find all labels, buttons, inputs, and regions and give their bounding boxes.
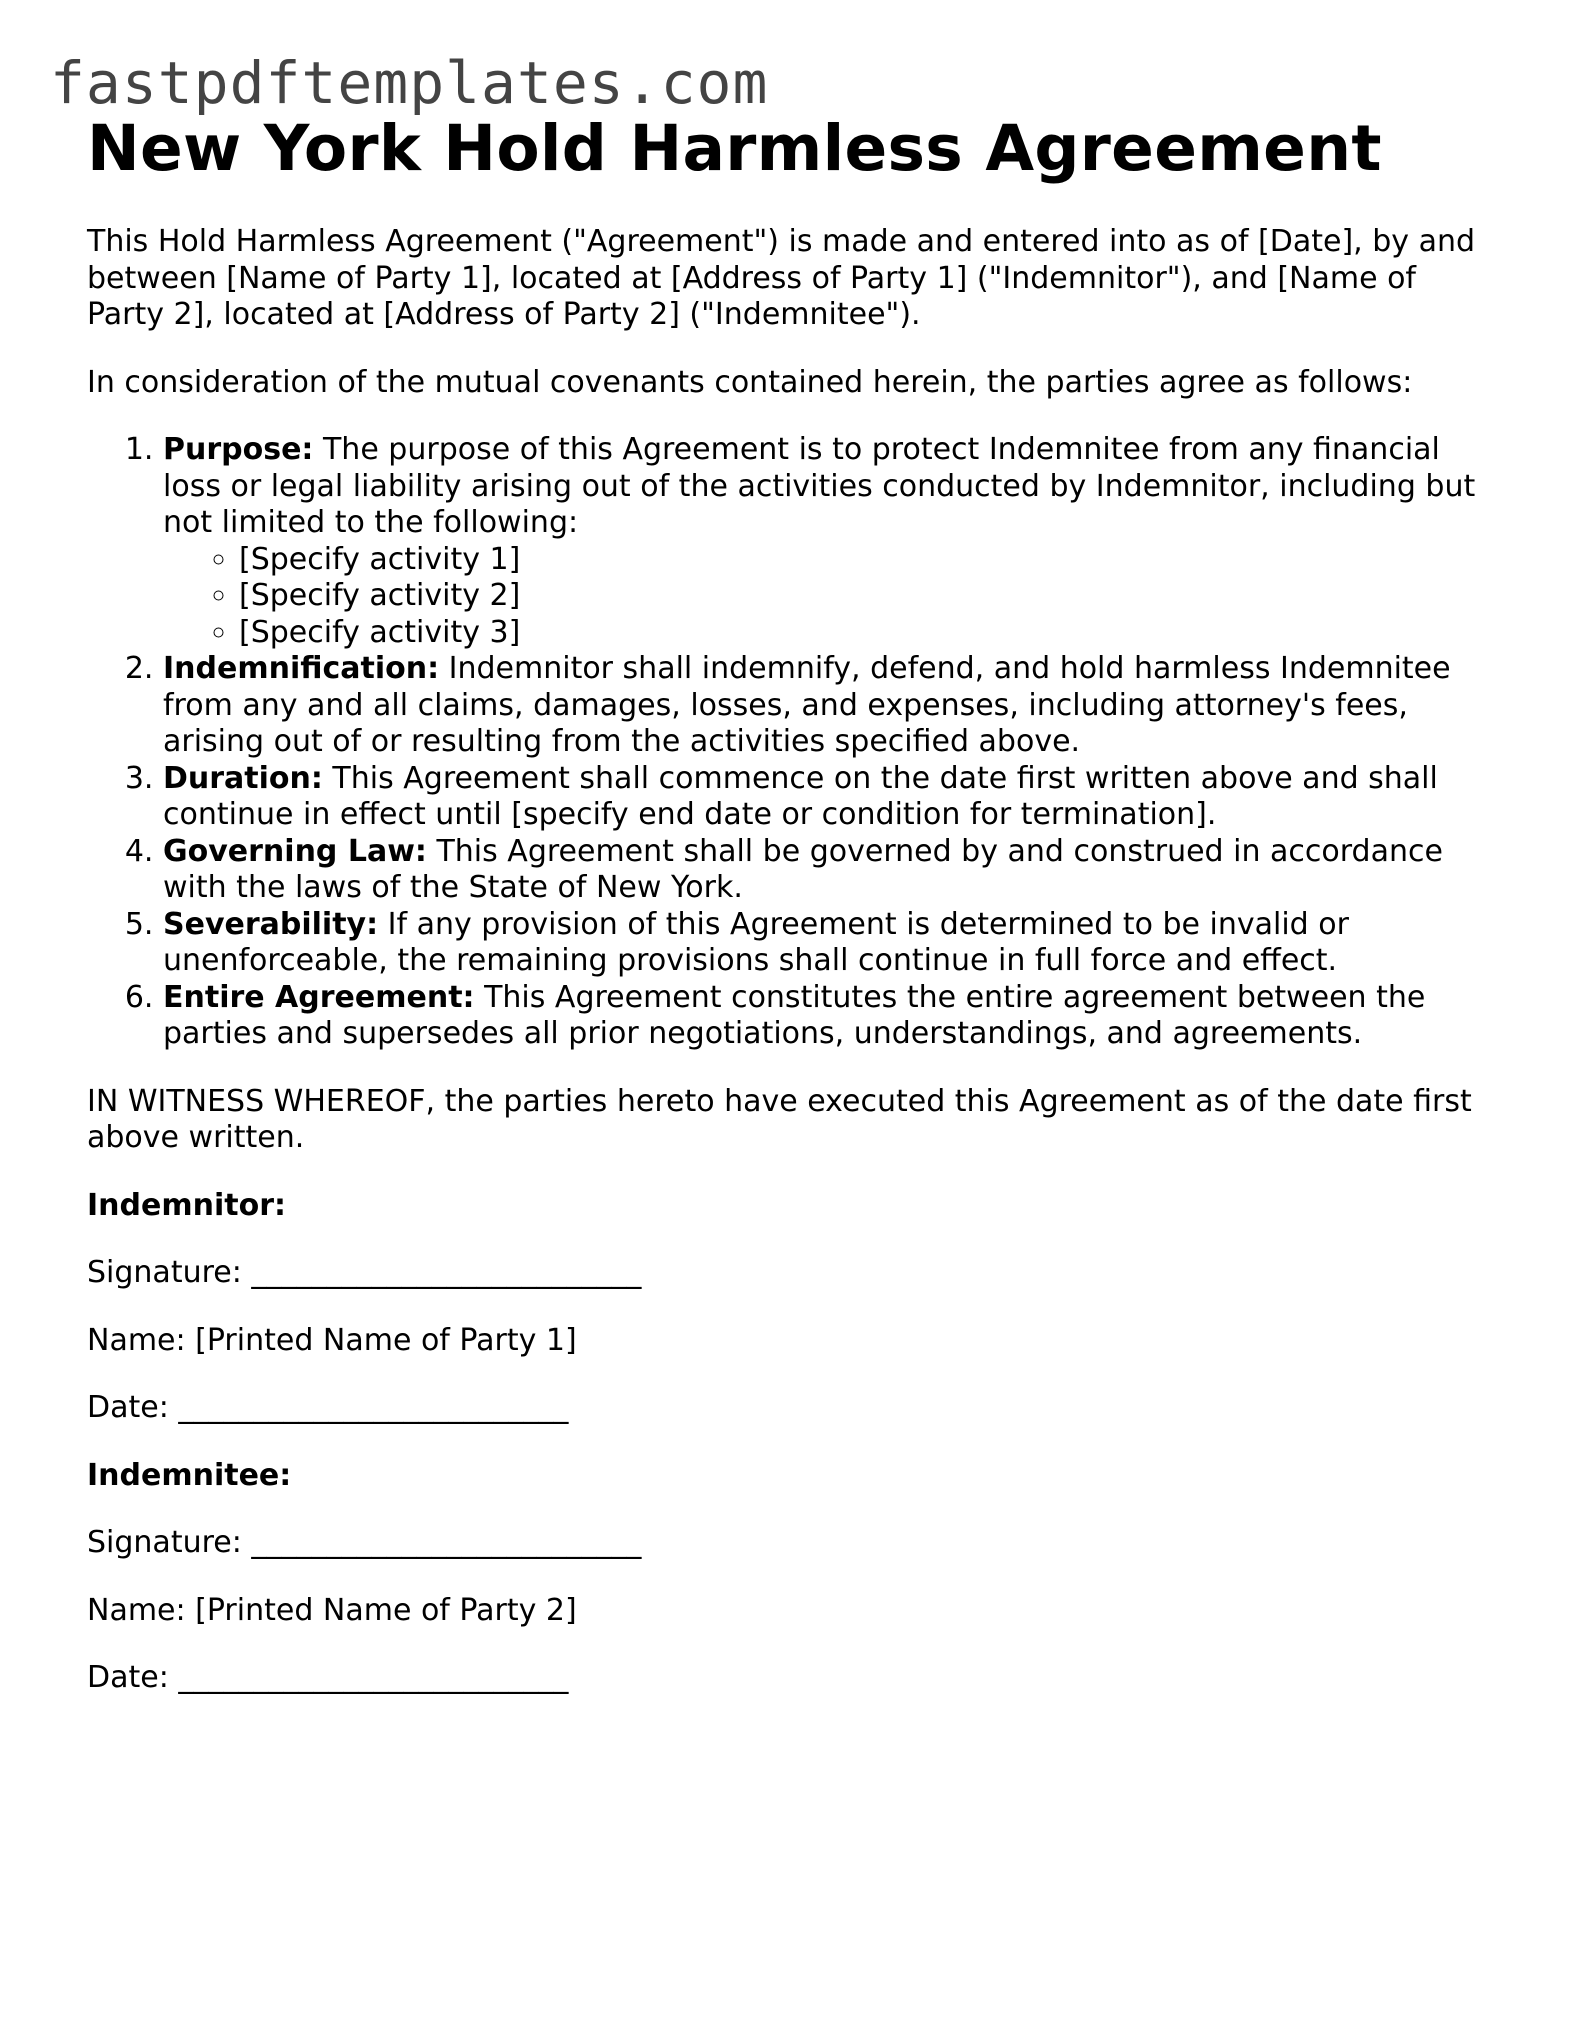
term-text: If any provision of this Agreement is determined to be invalid or unenforceable, the remaining provisions shall continue in full force and effect. <box>163 906 1349 978</box>
term-purpose <box>163 432 1487 651</box>
term-governing-law <box>163 834 1487 907</box>
term-text: This Agreement shall be governed by and construed in accordance with the laws of the State of New York. <box>163 833 1443 905</box>
activity-item: ◦ [Specify activity 1] <box>239 542 1487 579</box>
activities-list <box>163 542 1487 652</box>
indemnitee-date-line: Date: __________________________ <box>87 1660 569 1695</box>
indemnitor-signature-line: Signature: __________________________ <box>87 1255 642 1290</box>
term-heading: Severability: <box>163 906 379 942</box>
document-title: New York Hold Harmless Agreement <box>87 112 1382 185</box>
term-heading: Entire Agreement: <box>163 979 475 1015</box>
indemnitee-heading: Indemnitee: <box>87 1457 292 1493</box>
activity-item: ◦ [Specify activity 2] <box>239 578 1487 615</box>
indemnitor-date-line: Date: __________________________ <box>87 1390 569 1425</box>
indemnitee-name-line: Name: [Printed Name of Party 2] <box>87 1592 577 1628</box>
indemnitee-signature-line: Signature: __________________________ <box>87 1525 642 1560</box>
term-indemnification <box>163 651 1487 761</box>
witness-paragraph: IN WITNESS WHEREOF, the parties hereto have executed this Agreement as of the date first above written. <box>87 1083 1472 1155</box>
indemnitor-name-line: Name: [Printed Name of Party 1] <box>87 1322 577 1358</box>
terms-list <box>87 432 1487 1053</box>
watermark: fastpdftemplates.com <box>50 49 769 117</box>
term-heading: Indemnification: <box>163 651 440 686</box>
term-text: The purpose of this Agreement is to protect Indemnitee from any financial loss or legal liability arising out of the activities conducted by Indemnitor, including but not limited to the following: <box>163 432 1476 540</box>
term-heading: Duration: <box>163 760 323 796</box>
indemnitor-heading: Indemnitor: <box>87 1187 286 1223</box>
intro-paragraph: This Hold Harmless Agreement ("Agreement") is made and entered into as of [Date], by and between [Name of Party 1], located at [Address of Party 1] ("Indemnitor"), and [Name of Party 2], located at [Address of Party 2] ("Indemnitee"). <box>87 224 1476 332</box>
term-entire-agreement <box>163 980 1487 1053</box>
term-text: This Agreement constitutes the entire agreement between the parties and supersedes all prior negotiations, understandings, and agreements. <box>163 979 1426 1051</box>
term-text: Indemnitor shall indemnify, defend, and hold harmless Indemnitee from any and all claims, damages, losses, and expenses, including attorney's fees, arising out of or resulting from the activities specified above. <box>163 651 1451 759</box>
term-text: This Agreement shall commence on the date first written above and shall continue in effect until [specify end date or condition for termination]. <box>163 760 1438 832</box>
consideration-paragraph: In consideration of the mutual covenants contained herein, the parties agree as follows: <box>87 364 1413 400</box>
term-heading: Governing Law: <box>163 833 427 869</box>
activity-item: ◦ [Specify activity 3] <box>239 615 1487 652</box>
term-heading: Purpose: <box>163 432 314 467</box>
term-severability <box>163 907 1487 980</box>
term-duration <box>163 761 1487 834</box>
document-page <box>87 112 1487 1697</box>
